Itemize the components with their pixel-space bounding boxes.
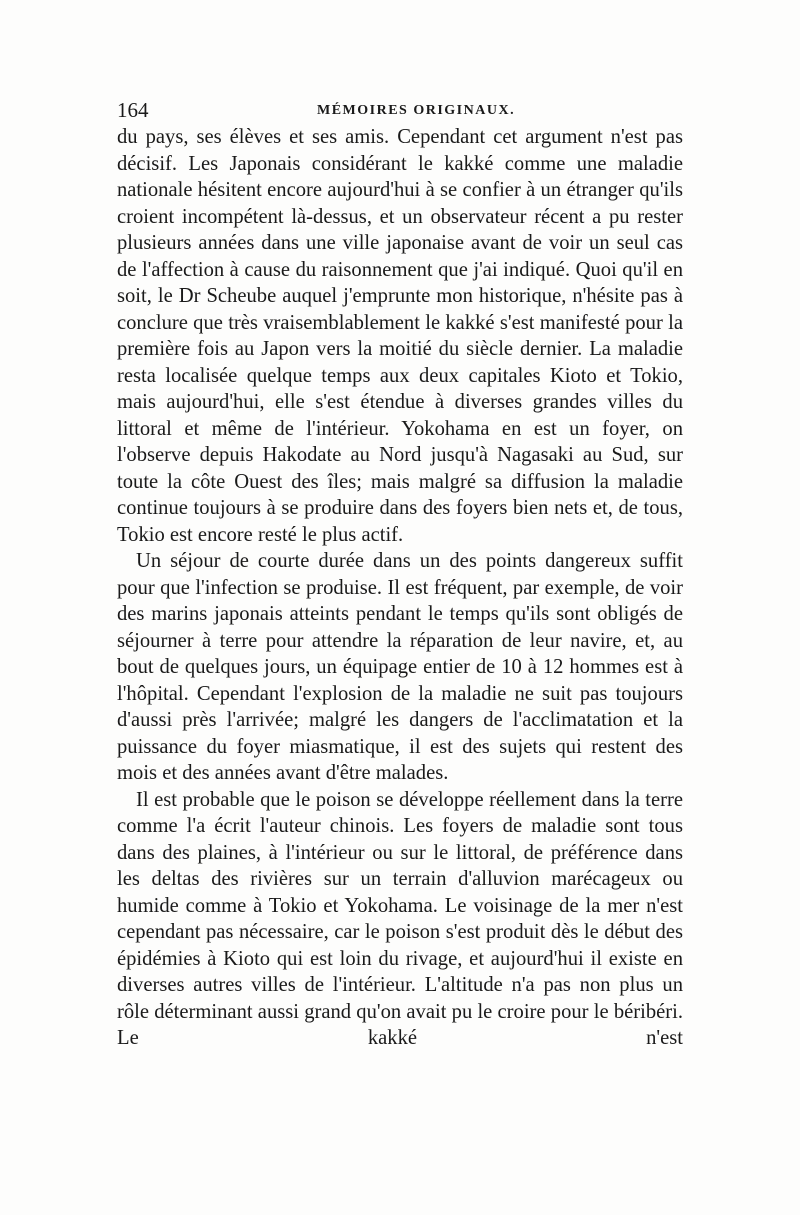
page-number: 164 [117, 98, 149, 122]
paragraph-2: Un séjour de courte durée dans un des points dangereux suffit pour que l'infection se produise. Il est fréquent, par exemple, de voir des marins japonais atteints pendant le temps qu'ils sont obligés de séjourner à terre pour attendre la réparation de leur navire, et, au bout de quelques jours, un équipage entier de 10 à 12 hommes est à l'hôpital. Cependant l'explosion de la maladie ne suit pas toujours d'aussi près l'arrivée; malgré les dangers de l'acclimatation et la puissance du foyer miasmatique, il est des sujets qui restent des mois et des années avant d'être malades. [117, 550, 683, 784]
paragraph-3: Il est probable que le poison se développe réellement dans la terre comme l'a écrit l'auteur chinois. Les foyers de maladie sont tous dans des plaines, à l'intérieur ou sur le littoral, de préférence dans les deltas des rivières sur un terrain d'alluvion marécageux ou humide comme à Tokio et Yokohama. Le voisinage de la mer n'est cependant pas nécessaire, car le poison s'est produit dès le début des épidémies à Kioto qui est loin du rivage, et aujourd'hui il existe en diverses autres villes de l'intérieur. L'altitude n'a pas non plus un rôle déterminant aussi grand qu'on avait pu le croire pour le béribéri. Le kakké n'est [117, 788, 683, 1049]
page-header [117, 98, 683, 124]
running-title: MÉMOIRES ORIGINAUX. [317, 103, 516, 118]
body-text [117, 124, 683, 1052]
paragraph-1: du pays, ses élèves et ses amis. Cependant cet argument n'est pas décisif. Les Japonais considérant le kakké comme une maladie nationale hésitent encore aujourd'hui à se confier à un étranger qu'ils croient incompétent là-dessus, et un observateur récent a pu rester plusieurs années dans une ville japonaise avant de voir un seul cas de l'affection à cause du raisonnement que j'ai indiqué. Quoi qu'il en soit, le Dr Scheube auquel j'emprunte mon historique, n'hésite pas à conclure que très vraisemblablement le kakké s'est manifesté pour la première fois au Japon vers la moitié du siècle dernier. La maladie resta localisée quelque temps aux deux capitales Kioto et Tokio, mais aujourd'hui, elle s'est étendue à diverses grandes villes du littoral et même de l'intérieur. Yokohama en est un foyer, on l'observe depuis Hakodate au Nord jusqu'à Nagasaki au Sud, sur toute la côte Ouest des îles; mais malgré sa diffusion la maladie continue toujours à se produire dans des foyers bien nets et, de tous, Tokio est encore resté le plus actif. [117, 126, 683, 546]
